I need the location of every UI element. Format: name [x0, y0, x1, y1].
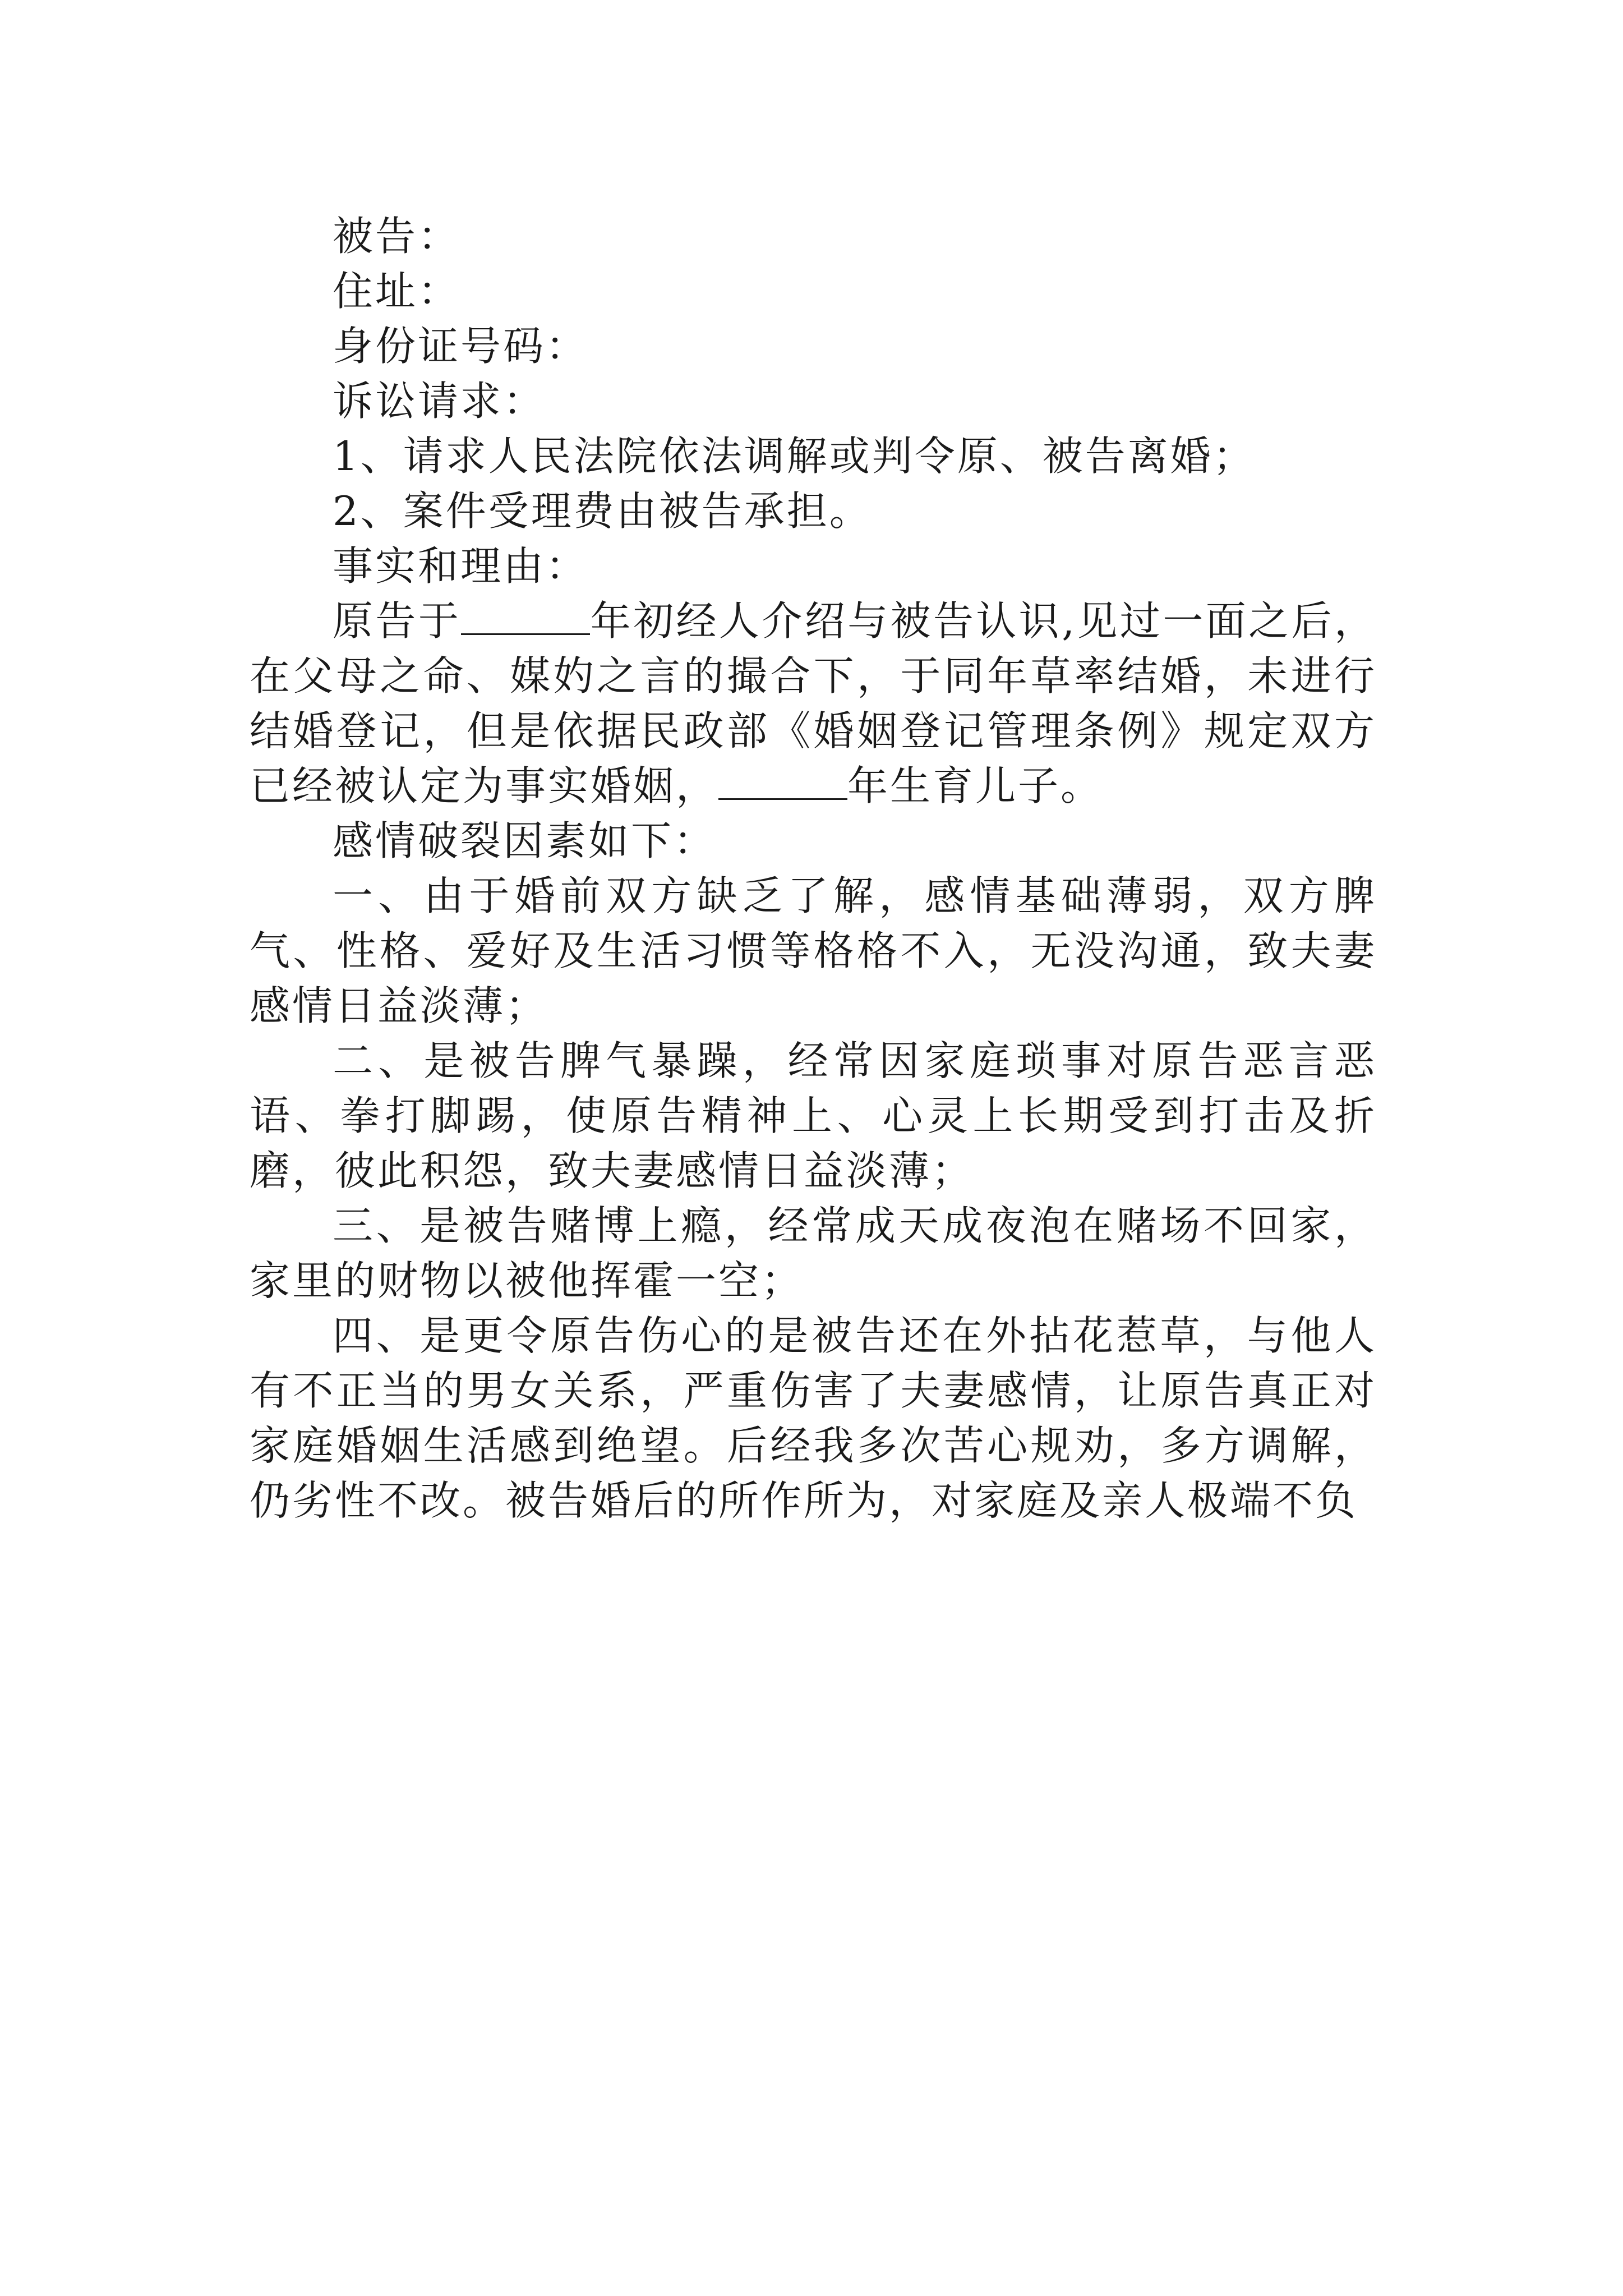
id-number-field: 身份证号码：: [333, 323, 589, 370]
reason-2: 二、是被告脾气暴躁，经常因家庭琐事对原告恶言恶语、拳打脚踢，使原告精神上、心灵上长期受到打击及折磨，彼此积怨，致夫妻感情日益淡薄；: [250, 1037, 1377, 1194]
reason-4: 四、是更令原告伤心的是被告还在外拈花惹草，与他人有不正当的男女关系，严重伤害了夫妻感情，让原告真正对家庭婚姻生活感到绝望。后经我多次苦心规劝，多方调解，仍劣性不改。被告婚后的所作所为，对家庭及亲人极端不负: [250, 1312, 1377, 1524]
document-body: [250, 209, 1377, 1528]
reason-3: 三、是被告赌博上瘾，经常成天成夜泡在赌场不回家，家里的财物以被他挥霍一空；: [250, 1202, 1377, 1304]
claim-item-2: 2、案件受理费由被告承担。: [333, 487, 872, 535]
breakdown-heading: 感情破裂因素如下：: [333, 817, 717, 864]
address-field: 住址：: [333, 268, 461, 315]
year-blank-1: [461, 597, 590, 635]
claims-heading: 诉讼请求：: [333, 378, 546, 425]
facts-intro-paragraph: [250, 593, 1377, 813]
claim-item-1: 1、请求人民法院依法调解或判令原、被告离婚；: [333, 432, 1256, 480]
facts-heading: 事实和理由：: [333, 542, 589, 590]
year-blank-2: [718, 762, 847, 800]
facts-intro-part3: 年生育儿子。: [847, 762, 1104, 809]
reason-1: 一、由于婚前双方缺乏了解，感情基础薄弱，双方脾气、性格、爱好及生活习惯等格格不入，无没沟通，致夫妻感情日益淡薄；: [250, 872, 1377, 1029]
facts-intro-part2: 年初经人介绍与被告认识,见过一面之后，在父母之命、媒妁之言的撮合下，于同年草率结婚，未进行结婚登记，但是依据民政部《婚姻登记管理条例》规定双方已经被认定为事实婚姻，: [250, 597, 1377, 809]
defendant-field: 被告：: [333, 213, 461, 260]
facts-intro-part1: 原告于: [333, 597, 462, 645]
